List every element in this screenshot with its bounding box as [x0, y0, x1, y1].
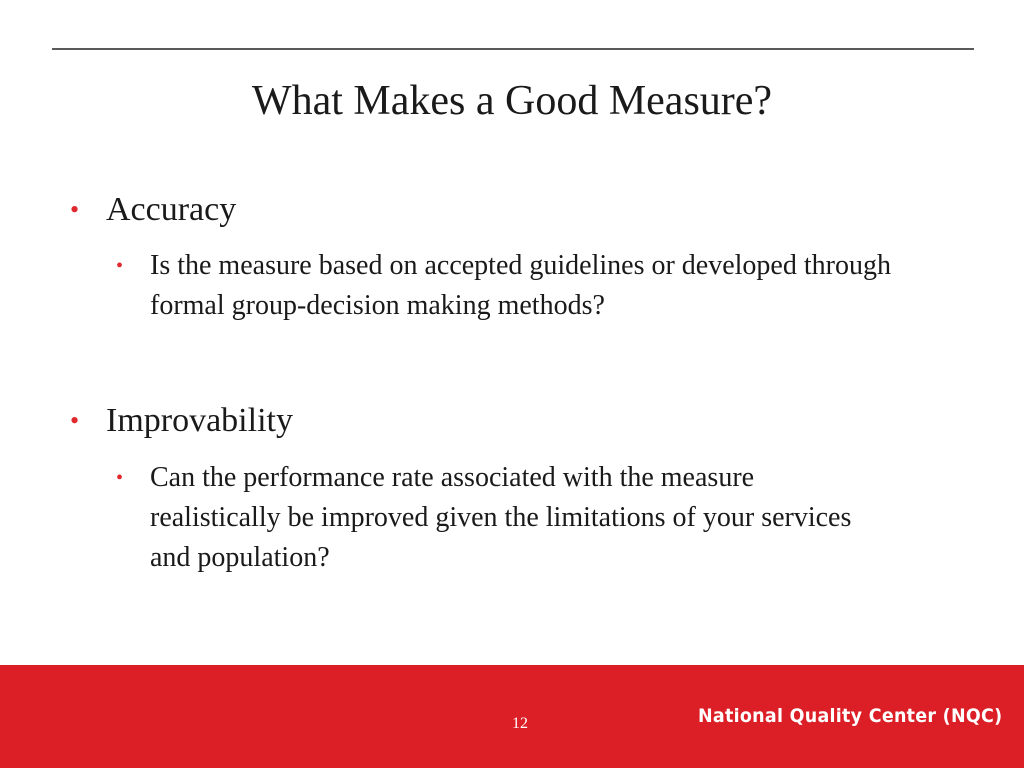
page-number: 12	[512, 715, 528, 732]
bullet-heading: Improvability	[106, 402, 293, 439]
sub-bullet-dot-icon: •	[116, 255, 124, 277]
footer-bar	[0, 665, 1024, 768]
bullet-dot-icon: •	[70, 406, 80, 435]
sub-bullet-improvability	[116, 458, 876, 578]
sub-bullet-accuracy	[116, 246, 916, 326]
sub-bullet-dot-icon: •	[116, 467, 124, 489]
brand-logo-text: National Quality Center (NQC)	[698, 705, 1003, 727]
bullet-heading: Accuracy	[106, 191, 237, 228]
bullet-dot-icon: •	[70, 195, 80, 224]
sub-bullet-text: Can the performance rate associated with the measure realistically be improved given the limitations of your services and population?	[150, 462, 852, 573]
sub-bullet-text: Is the measure based on accepted guidelines or developed through formal group-decision making methods?	[150, 250, 891, 321]
slide-title: What Makes a Good Measure?	[251, 78, 773, 124]
